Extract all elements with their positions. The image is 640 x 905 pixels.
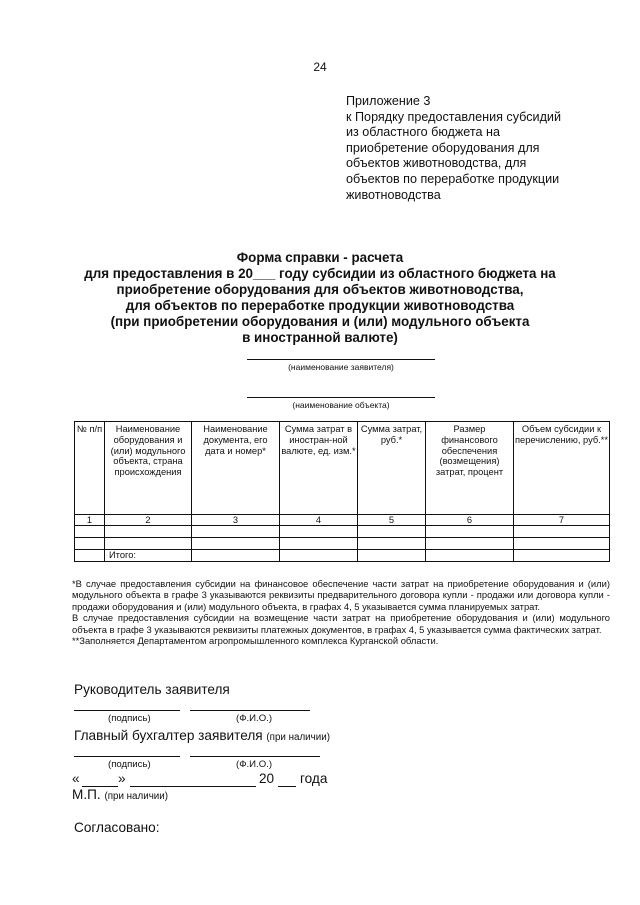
table-cell[interactable] xyxy=(75,538,105,550)
table-cell[interactable] xyxy=(426,526,514,538)
total-row xyxy=(75,550,610,562)
appendix-line: приобретение оборудования для xyxy=(346,140,540,155)
form-title xyxy=(40,250,600,346)
header-cell: № п/п xyxy=(75,422,105,515)
object-caption: (наименование объекта) xyxy=(292,400,390,410)
applicant-name-line[interactable] xyxy=(247,359,435,360)
footnote: **Заполняется Департаментом агропромышленного комплекса Курганской области. xyxy=(72,635,439,647)
table-cell[interactable] xyxy=(358,550,426,562)
signature-caption: (подпись) xyxy=(108,713,151,724)
table-row xyxy=(75,538,610,550)
head-signature-line[interactable] xyxy=(74,710,180,711)
table-cell xyxy=(75,550,105,562)
table-cell[interactable] xyxy=(280,550,358,562)
accountant-label xyxy=(74,728,330,743)
stamp-note: (при наличии) xyxy=(104,791,169,802)
column-number: 2 xyxy=(105,515,192,526)
table-row xyxy=(75,526,610,538)
table-header-row xyxy=(75,422,610,515)
title-line: приобретение оборудования для объектов животноводства, xyxy=(116,282,524,297)
column-number: 1 xyxy=(75,515,105,526)
title-line: для объектов по переработке продукции животноводства xyxy=(125,298,515,313)
stamp-title: М.П. xyxy=(72,787,101,802)
appendix-line: из областного бюджета на xyxy=(346,125,500,140)
appendix-block xyxy=(346,94,606,203)
column-number: 6 xyxy=(426,515,514,526)
footnote: В случае предоставления субсидии на возмещение части затрат на приобретение оборудования и (или) модульного объекта в графе 3 указываются реквизиты платежных документов, в графах 4, 5 указывается сумма фактических затрат. xyxy=(72,612,610,635)
year-prefix: 20 xyxy=(259,771,275,786)
header-cell: Сумма затрат в иностран-ной валюте, ед. изм.* xyxy=(280,422,358,515)
column-number: 5 xyxy=(358,515,426,526)
header-cell: Наименование оборудования и (или) модульного объекта, страна происхождения xyxy=(105,422,192,515)
header-cell: Сумма затрат, руб.* xyxy=(358,422,426,515)
total-label: Итого: xyxy=(105,550,192,562)
table-cell[interactable] xyxy=(280,526,358,538)
accountant-name-line[interactable] xyxy=(190,756,320,757)
title-line: в иностранной валюте) xyxy=(242,330,398,345)
table-cell[interactable] xyxy=(75,526,105,538)
title-line: Форма справки - расчета xyxy=(236,250,404,265)
signature-caption: (подпись) xyxy=(108,759,151,770)
table-cell[interactable] xyxy=(105,538,192,550)
table-cell[interactable] xyxy=(105,526,192,538)
head-label: Руководитель заявителя xyxy=(74,682,230,697)
column-number-row xyxy=(75,515,610,526)
table-cell[interactable] xyxy=(514,526,610,538)
accountant-signature-line[interactable] xyxy=(74,756,180,757)
header-cell: Объем субсидии к перечислению, руб.** xyxy=(514,422,610,515)
appendix-line: животноводства xyxy=(346,187,441,202)
appendix-line: Приложение 3 xyxy=(346,94,431,108)
column-number: 4 xyxy=(280,515,358,526)
page-number: 24 xyxy=(313,60,327,74)
table-cell[interactable] xyxy=(426,550,514,562)
title-line: для предоставления в 20___ году субсидии из областного бюджета на xyxy=(84,266,556,281)
table-cell[interactable] xyxy=(514,538,610,550)
table-cell[interactable] xyxy=(426,538,514,550)
name-caption: (Ф.И.О.) xyxy=(236,713,273,724)
year-suffix: года xyxy=(300,771,328,786)
table-cell[interactable] xyxy=(358,538,426,550)
table-cell[interactable] xyxy=(514,550,610,562)
calculation-table xyxy=(74,421,610,562)
applicant-caption: (наименование заявителя) xyxy=(288,362,394,372)
object-name-line[interactable] xyxy=(247,397,435,398)
footnotes xyxy=(72,578,610,646)
table-cell[interactable] xyxy=(280,538,358,550)
appendix-line: объектов животноводства, для xyxy=(346,156,527,171)
appendix-line: объектов по переработке продукции xyxy=(346,171,560,186)
stamp-label xyxy=(72,787,168,802)
table-cell[interactable] xyxy=(192,550,280,562)
name-caption: (Ф.И.О.) xyxy=(236,759,273,770)
head-name-line[interactable] xyxy=(190,710,310,711)
column-number: 7 xyxy=(514,515,610,526)
header-cell: Размер финансового обеспечения (возмещения) затрат, процент xyxy=(426,422,514,515)
agreed-label: Согласовано: xyxy=(74,820,160,835)
date-open-quote: « xyxy=(72,771,80,786)
date-year-line[interactable] xyxy=(278,786,296,787)
table-cell[interactable] xyxy=(192,526,280,538)
footnote: *В случае предоставления субсидии на финансовое обеспечение части затрат на приобретение оборудования и (или) модульного объекта в графе 3 указываются реквизиты предварительного договора купли - продажи или договора купли - продажи оборудования и (или) модульного объекта, в графах 4, 5 указывается сумма планируемых затрат. xyxy=(72,578,610,612)
accountant-note: (при наличии) xyxy=(266,732,330,743)
column-number: 3 xyxy=(192,515,280,526)
header-cell: Наименование документа, его дата и номер* xyxy=(192,422,280,515)
title-line: (при приобретении оборудования и (или) модульного объекта xyxy=(110,314,530,329)
date-close-quote: » xyxy=(118,771,126,786)
table-cell[interactable] xyxy=(192,538,280,550)
accountant-title: Главный бухгалтер заявителя xyxy=(74,728,263,743)
table-cell[interactable] xyxy=(358,526,426,538)
appendix-line: к Порядку предоставления субсидий xyxy=(346,109,561,124)
